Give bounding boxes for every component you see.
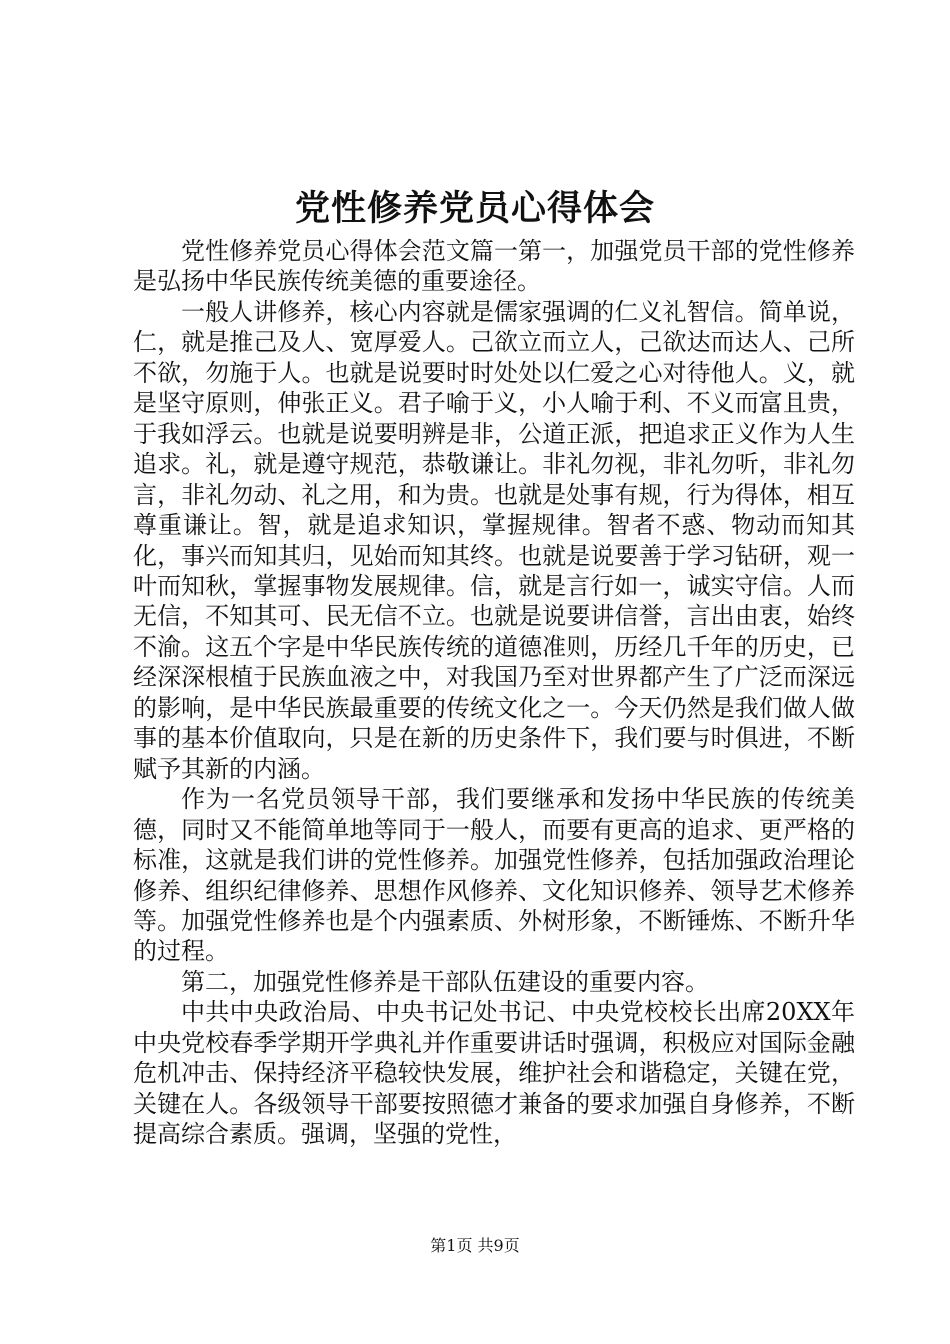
- document-title: 党性修养党员心得体会: [294, 188, 655, 229]
- paragraph-4: 第二，加强党性修养是干部队伍建设的重要内容。: [181, 967, 709, 996]
- paragraph-2: 一般人讲修养，核心内容就是儒家强调的仁义礼智信。简单说，仁，就是推己及人、宽厚爱人。己欲立而立人，己欲达而达人、己所不欲，勿施于人。也就是说要时时处处以仁爱之心对待他人。义，就是坚守原则，伸张正义。君子喻于义，小人喻于利、不义而富且贵，于我如浮云。也就是说要明辨是非，公道正派，把追求正义作为人生追求。礼，就是遵守规范，恭敬谦让。非礼勿视，非礼勿听，非礼勿言，非礼勿动、礼之用，和为贵。也就是处事有规，行为得体，相互尊重谦让。智，就是追求知识，掌握规律。智者不惑、物动而知其化，事兴而知其归，见始而知其终。也就是说要善于学习钻研，观一叶而知秋，掌握事物发展规律。信，就是言行如一，诚实守信。人而无信，不知其可、民无信不立。也就是说要讲信誉，言出由衷，始终不渝。这五个字是中华民族传统的道德准则，历经几千年的历史，已经深深根植于民族血液之中，对我国乃至对世界都产生了广泛而深远的影响，是中华民族最重要的传统文化之一。今天仍然是我们做人做事的基本价值取向，只是在新的历史条件下，我们要与时俱进，不断赋予其新的内涵。: [133, 297, 855, 783]
- paragraph-1: 党性修养党员心得体会范文篇一第一，加强党员干部的党性修养是弘扬中华民族传统美德的重要途径。: [133, 237, 855, 296]
- paragraph-5: 中共中央政治局、中央书记处书记、中央党校校长出席20XX年中央党校春季学期开学典礼并作重要讲话时强调，积极应对国际金融危机冲击、保持经济平稳较快发展，维护社会和谐稳定，关键在党，关键在人。各级领导干部要按照德才兼备的要求加强自身修养，不断提高综合素质。强调，坚强的党性，: [133, 998, 855, 1149]
- document-body: [133, 236, 855, 1150]
- paragraph-3: 作为一名党员领导干部，我们要继承和发扬中华民族的传统美德，同时又不能简单地等同于一般人，而要有更高的追求、更严格的标准，这就是我们讲的党性修养。加强党性修养，包括加强政治理论修养、组织纪律修养、思想作风修养、文化知识修养、领导艺术修养等。加强党性修养也是个内强素质、外树形象，不断锤炼、不断升华的过程。: [133, 785, 855, 966]
- page-footer: 第1页 共9页: [430, 1236, 520, 1255]
